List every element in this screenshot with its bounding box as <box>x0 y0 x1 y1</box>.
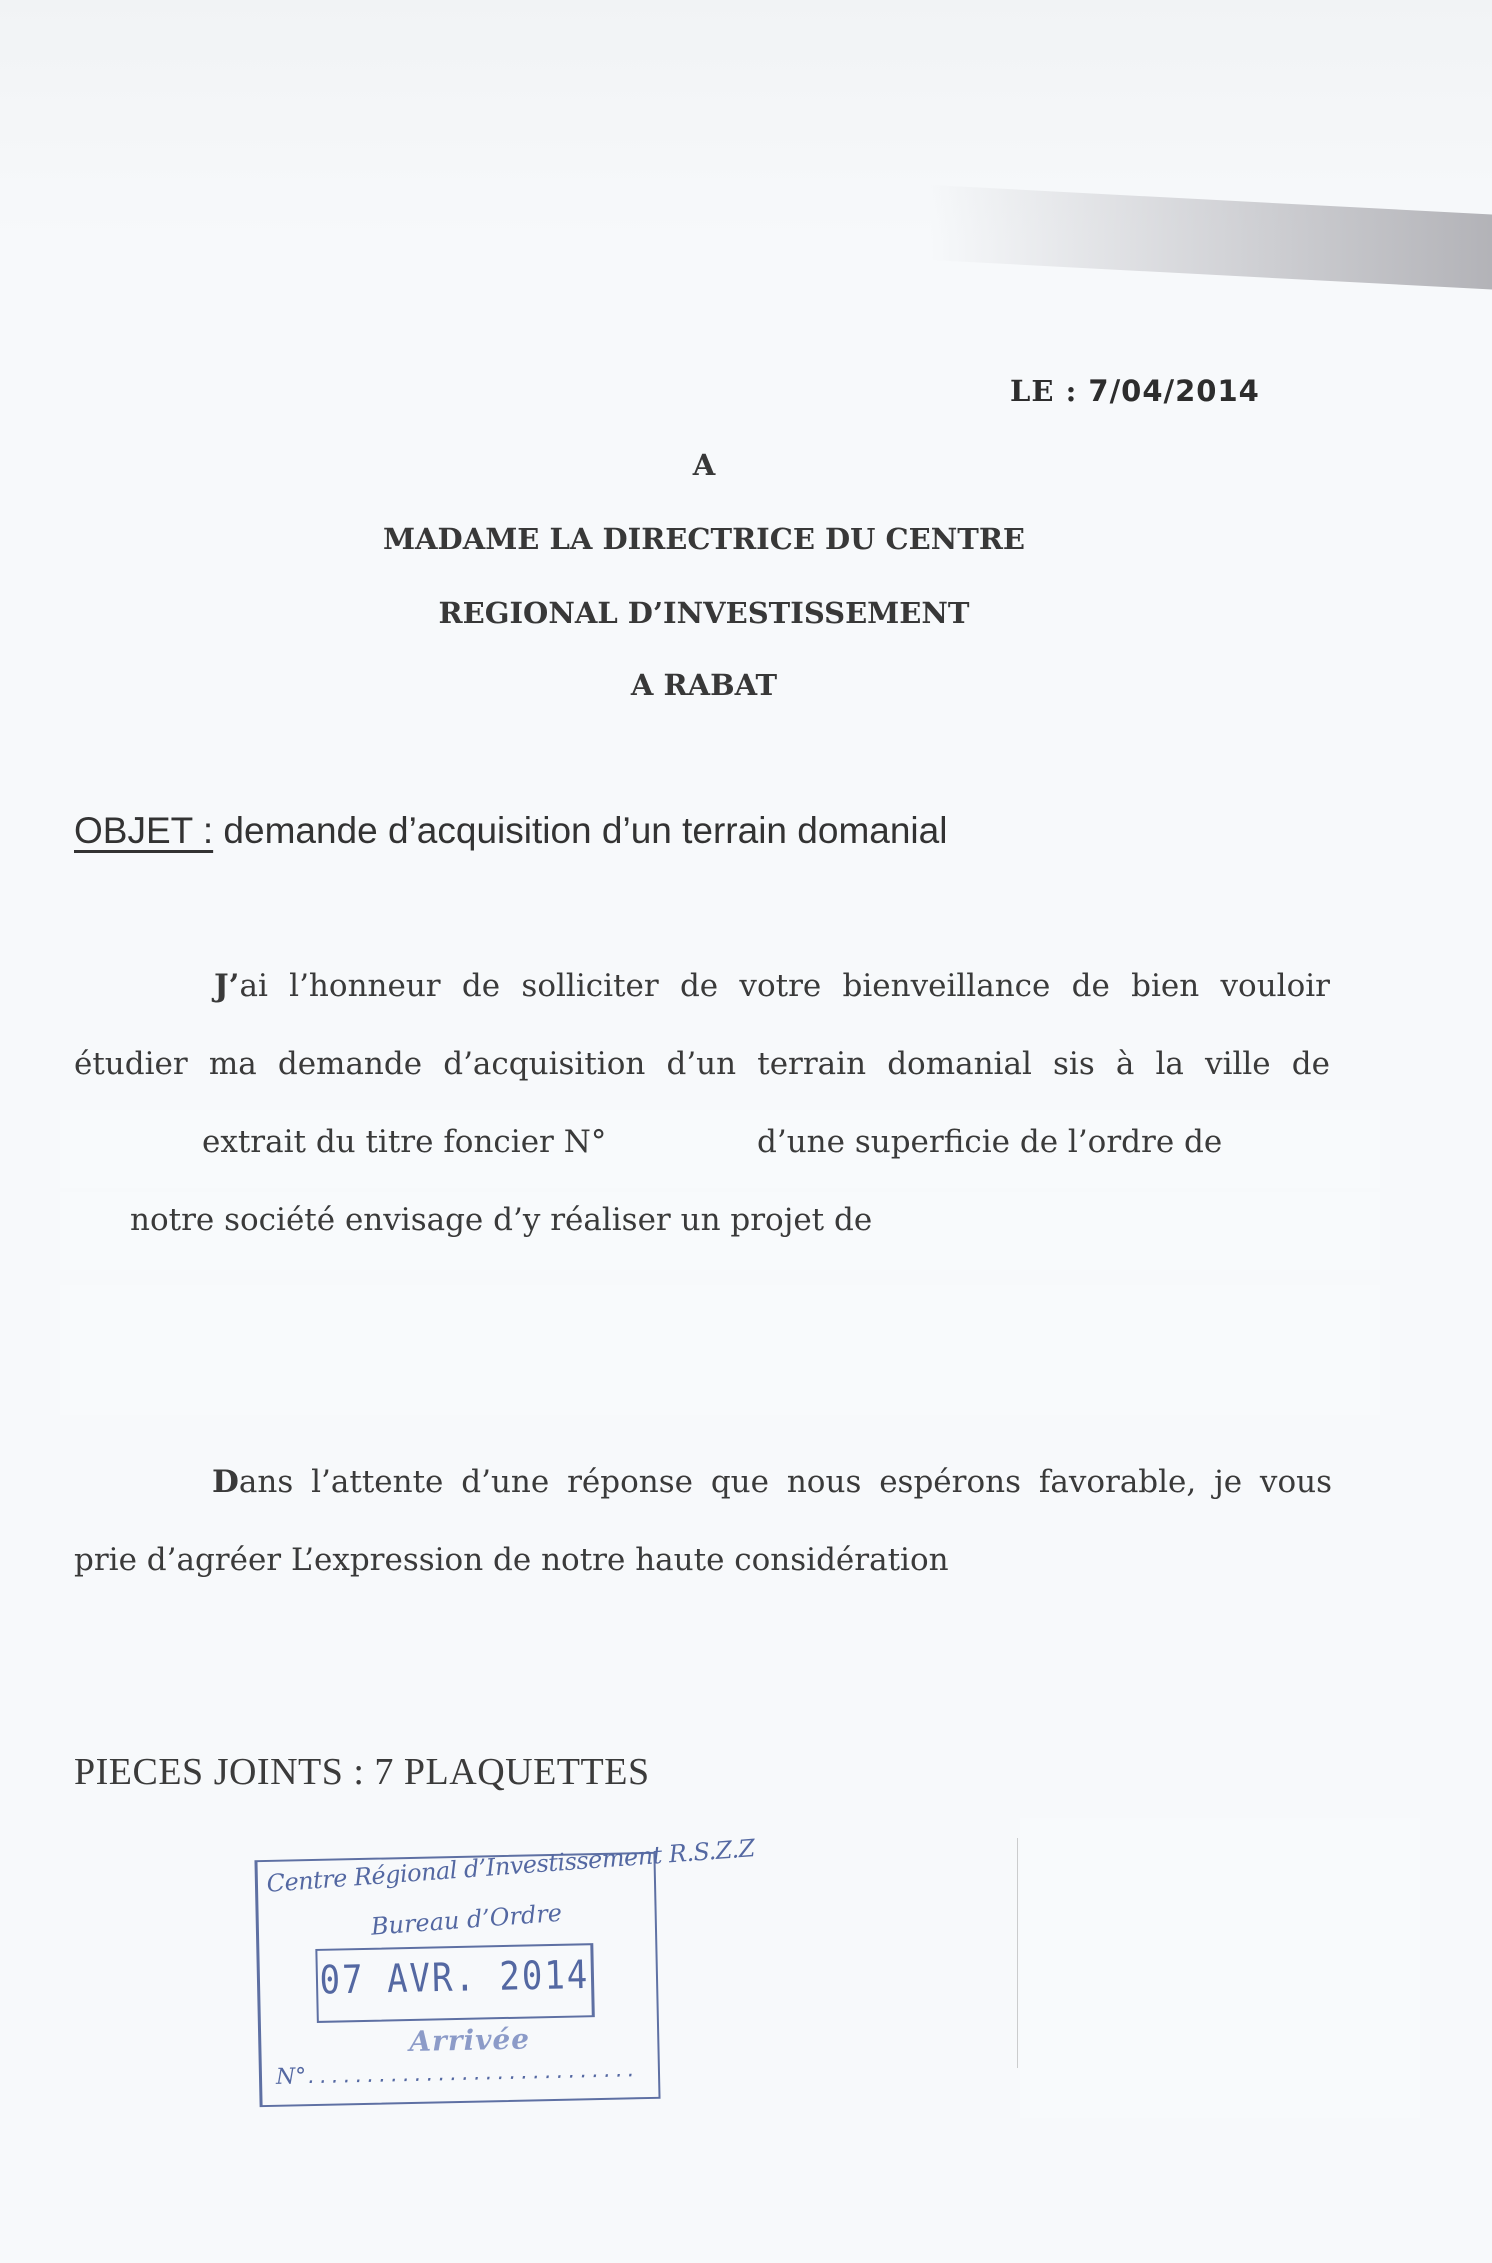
paragraph-2-initial: D <box>212 1464 239 1500</box>
paragraph-2-line-2: prie d’agréer L’expression de notre haute considération <box>74 1542 949 1578</box>
stamp-office: Bureau d’Ordre <box>369 1898 563 1941</box>
paragraph-2-line-1 <box>212 1464 1332 1500</box>
recipient-line-1: MADAME LA DIRECTRICE DU CENTRE <box>382 522 1026 556</box>
date-label: LE : <box>1010 374 1078 408</box>
paragraph-1-line-1-text: ai l’honneur de solliciter de votre bienveillance de bien vouloir <box>239 968 1330 1004</box>
stamp-date-box <box>315 1943 594 2023</box>
subject-text: demande d’acquisition d’un terrain domanial <box>223 810 948 851</box>
recipient-line-3: A RABAT <box>630 668 778 702</box>
paragraph-1-line-3b: d’une superficie de l’ordre de <box>757 1124 1223 1160</box>
stamp-date: 07 AVR. 2014 <box>319 1952 590 2004</box>
stamp-status: Arrivée <box>408 2022 531 2059</box>
scan-stray-line <box>1017 1838 1018 2068</box>
paragraph-1-line-2: étudier ma demande d’acquisition d’un terrain domanial sis à la ville de <box>74 1046 1330 1082</box>
date-value: 7/04/2014 <box>1088 374 1260 408</box>
letter-date <box>1010 374 1260 408</box>
recipient-line-2: REGIONAL D’INVESTISSEMENT <box>438 596 970 630</box>
stamp-number-dots: ............................ <box>306 2060 638 2089</box>
attachments-line: PIECES JOINTS : 7 PLAQUETTES <box>74 1751 650 1793</box>
paragraph-1-line-4: notre société envisage d’y réaliser un projet de <box>130 1202 873 1238</box>
stamp-organization: Centre Régional d’Investissement R.S.Z.Z <box>265 1834 756 1898</box>
redaction-mask <box>1020 1818 1420 2118</box>
reception-stamp <box>254 1834 756 2107</box>
letter-subject <box>74 810 947 852</box>
paragraph-1-line-3a: extrait du titre foncier N° <box>202 1124 607 1160</box>
paragraph-1-line-1 <box>214 968 1330 1004</box>
paragraph-2-line-1-text: ans l’attente d’une réponse que nous espérons favorable, je vous <box>238 1464 1332 1500</box>
stamp-number <box>276 2057 638 2090</box>
paragraph-1-initial: J’ <box>214 968 240 1004</box>
recipient-prefix: A <box>692 448 716 482</box>
stamp-number-label: N° <box>275 2064 307 2090</box>
redaction-mask <box>60 1285 1380 1415</box>
subject-label: OBJET : <box>74 810 214 851</box>
